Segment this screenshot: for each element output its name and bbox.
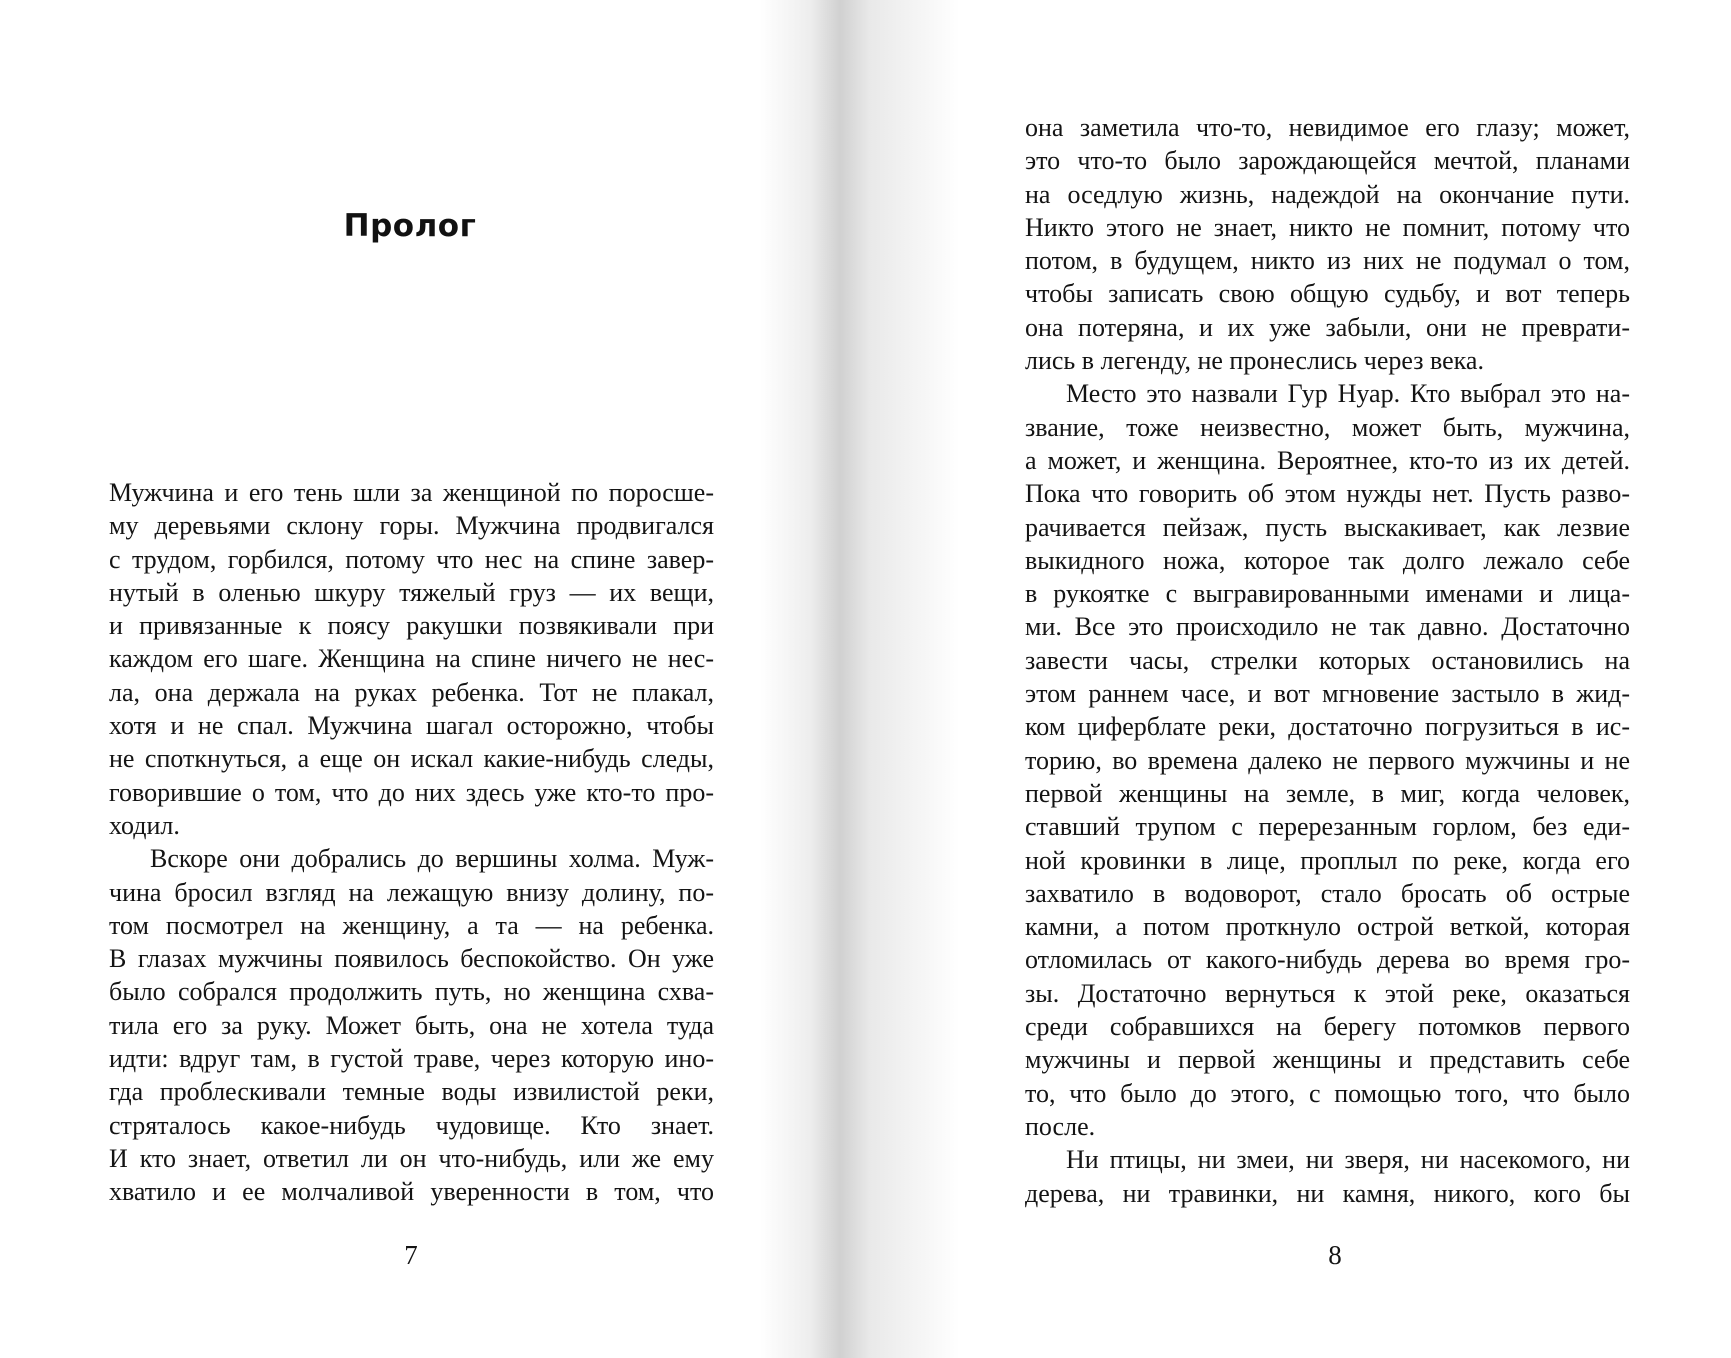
text-line: ставший трупом с перерезанным горлом, без еди- — [1025, 812, 1630, 842]
text-line: Ни птицы, ни змеи, ни зверя, ни насекомого, ни — [1066, 1145, 1630, 1175]
text-line: лись в легенду, не пронеслись через века. — [1025, 346, 1484, 376]
text-line: на оседлую жизнь, надеждой на окончание пути. — [1025, 179, 1630, 209]
page-number: 7 — [404, 1240, 418, 1270]
text-line: чина бросил взгляд на лежащую внизу долину, по- — [109, 877, 714, 907]
right-page — [866, 0, 1731, 1358]
text-line: а может, и женщина. Вероятнее, кто-то из их детей. — [1025, 445, 1630, 475]
text-line: В глазах мужчины появилось беспокойство. Он уже — [109, 944, 714, 974]
text-line: то, что было до этого, с помощью того, что было — [1025, 1078, 1630, 1108]
text-line: говорившие о том, что до них здесь уже кто-то про- — [109, 777, 714, 807]
text-line: му деревьями склону горы. Мужчина продвигался — [109, 511, 714, 541]
page-number: 8 — [1328, 1240, 1342, 1270]
text-line: она заметила что-то, невидимое его глазу; может, — [1025, 113, 1630, 142]
text-line: тила его за руку. Может быть, она не хотела туда — [109, 1010, 714, 1040]
text-line: рачивается пейзаж, пусть выскакивает, как лезвие — [1025, 512, 1630, 542]
text-line: ми. Все это происходило не так давно. Достаточно — [1025, 612, 1630, 642]
text-line: первой женщины на земле, в миг, когда человек, — [1025, 778, 1630, 808]
text-line: она потеряна, и их уже забыли, они не преврати- — [1025, 312, 1630, 342]
text-line: захватило в водоворот, стало бросать об острые — [1025, 878, 1630, 908]
text-line: с трудом, горбился, потому что нес на спине завер- — [109, 544, 714, 574]
text-line: идти: вдруг там, в густой траве, через которую ино- — [109, 1044, 714, 1074]
text-line: хватило и ее молчаливой уверенности в том, что — [109, 1177, 714, 1207]
right-page-text — [1025, 111, 1630, 1210]
text-line: ла, она держала на руках ребенка. Тот не плакал, — [109, 677, 714, 707]
text-line: ной кровинки в лице, проплыл по реке, когда его — [1025, 845, 1630, 875]
text-line: зы. Достаточно вернуться к этой реке, оказаться — [1025, 978, 1630, 1008]
text-line: выкидного ножа, которое так долго лежало себе — [1025, 545, 1630, 575]
text-line: Пока что говорить об этом нужды нет. Пусть разво- — [1025, 479, 1630, 509]
text-line: потом, в будущем, никто из них не подумал о том, — [1025, 246, 1630, 276]
text-line: стряталось какое-нибудь чудовище. Кто знает. — [109, 1110, 714, 1140]
text-line: гда проблескивали темные воды извилистой реки, — [109, 1077, 714, 1107]
text-line: нутый в оленью шкуру тяжелый груз — их вещи, — [109, 577, 714, 607]
text-line: этом раннем часе, и вот мгновение застыло в жид- — [1025, 679, 1630, 709]
text-line: камни, а потом проткнуло острой веткой, которая — [1025, 912, 1630, 942]
chapter-title: Пролог — [343, 208, 477, 244]
text-line: чтобы записать свою общую судьбу, и вот теперь — [1025, 279, 1630, 309]
text-line: это что-то было зарождающейся мечтой, планами — [1025, 146, 1630, 176]
text-line: после. — [1025, 1111, 1096, 1141]
text-line: Место это назвали Гур Нуар. Кто выбрал это на- — [1066, 379, 1630, 409]
text-line: каждом его шаге. Женщина на спине ничего не нес- — [109, 644, 714, 674]
text-line: И кто знает, ответил ли он что-нибудь, или же ему — [109, 1143, 714, 1173]
text-line: мужчины и первой женщины и представить себе — [1025, 1045, 1630, 1075]
text-line: торию, во времена далеко не первого мужчины и не — [1025, 745, 1630, 775]
text-line: в рукоятке с выгравированными именами и лица- — [1025, 579, 1630, 609]
text-line: звание, тоже неизвестно, может быть, мужчина, — [1025, 412, 1630, 442]
left-page-text — [109, 476, 714, 1209]
text-line: хотя и не спал. Мужчина шагал осторожно, чтобы — [109, 711, 714, 741]
text-line: том посмотрел на женщину, а та — на ребенка. — [109, 910, 714, 940]
text-line: среди собравшихся на берегу потомков первого — [1025, 1012, 1630, 1042]
text-line: Мужчина и его тень шли за женщиной по поросше- — [109, 478, 714, 507]
text-line: ходил. — [109, 810, 180, 840]
text-line: Вскоре они добрались до вершины холма. Муж- — [150, 844, 714, 874]
text-line: и привязанные к поясу ракушки позвякивали при — [109, 611, 714, 641]
text-line: дерева, ни травинки, ни камня, никого, кого бы — [1025, 1178, 1630, 1208]
text-line: завести часы, стрелки которых остановились на — [1025, 645, 1630, 675]
text-line: отломилась от какого-нибудь дерева во время гро- — [1025, 945, 1630, 975]
text-line: Никто этого не знает, никто не помнит, потому что — [1025, 212, 1630, 242]
text-line: не споткнуться, а еще он искал какие-нибудь следы, — [109, 744, 714, 774]
text-line: ком циферблате реки, достаточно погрузиться в ис- — [1025, 712, 1630, 742]
text-line: было собрался продолжить путь, но женщина схва- — [109, 977, 714, 1007]
